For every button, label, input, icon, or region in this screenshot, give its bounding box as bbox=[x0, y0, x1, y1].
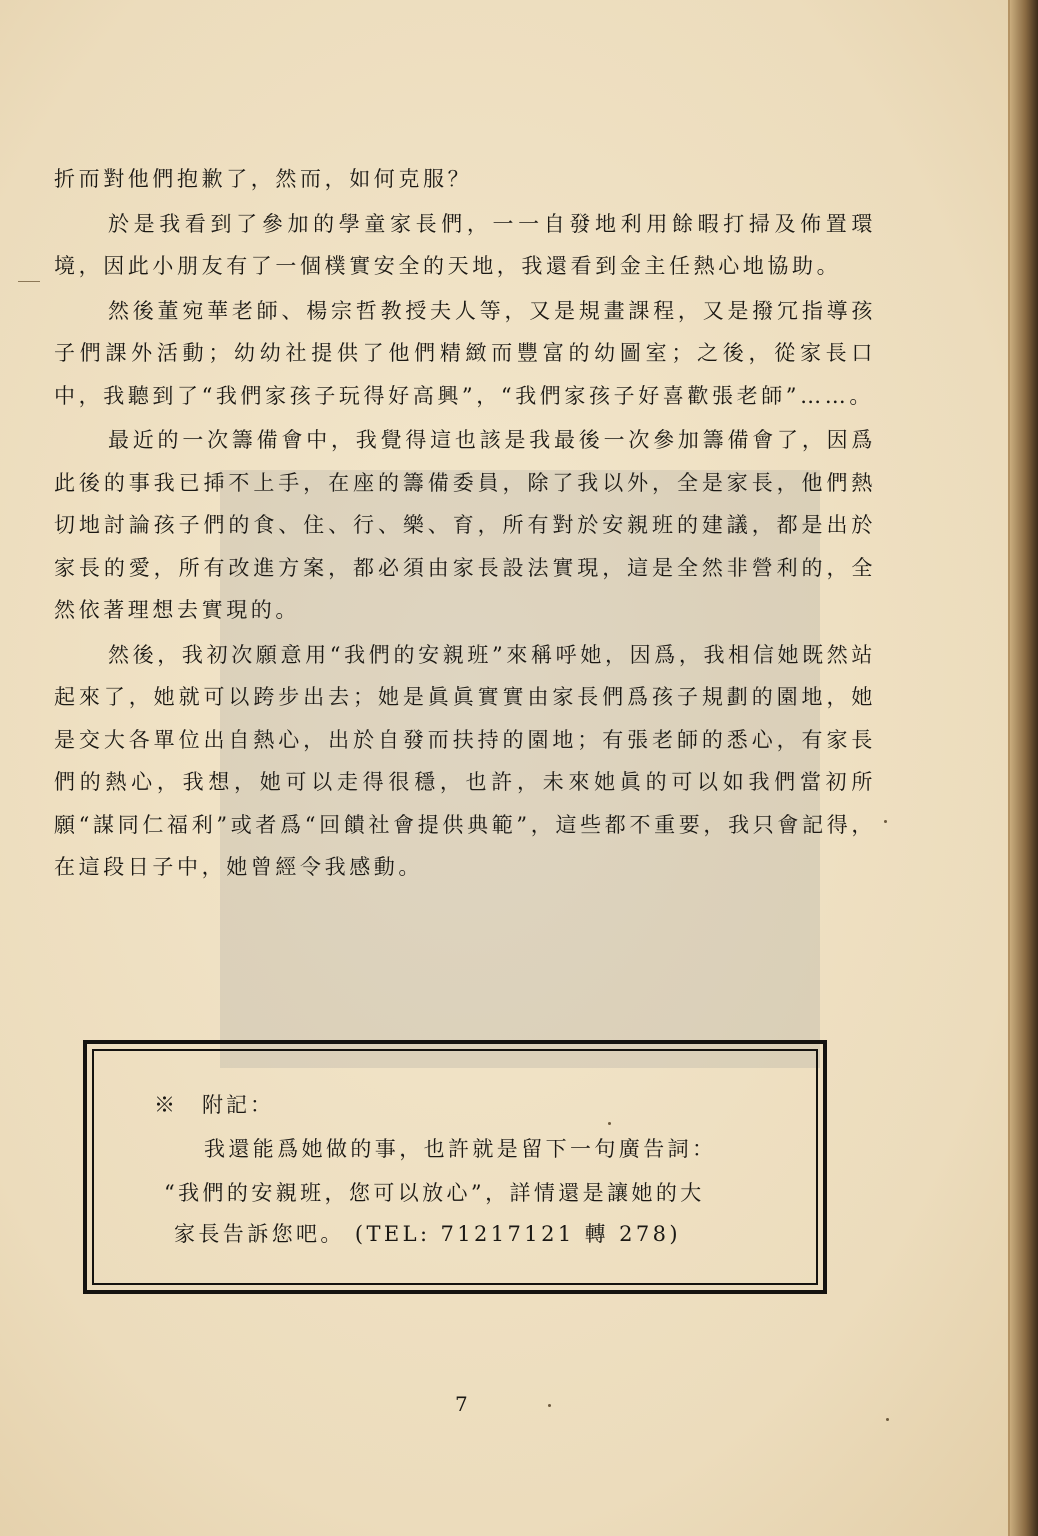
book-spine-edge bbox=[1010, 0, 1038, 1536]
body-text bbox=[54, 158, 876, 891]
postscript-line: 我還能爲她做的事，也許就是留下一句廣告詞： bbox=[204, 1137, 717, 1161]
paragraph-continuation: 折而對他們抱歉了，然而，如何克服？ bbox=[54, 167, 473, 191]
postscript-inner-border bbox=[92, 1049, 818, 1285]
paper-speck bbox=[548, 1404, 551, 1407]
paper-speck bbox=[886, 1418, 889, 1421]
postscript-line: 家長告訴您吧。 (TEL: 71217121 轉 278) bbox=[174, 1222, 682, 1246]
postscript-box bbox=[83, 1040, 827, 1294]
postscript-line: “我們的安親班，您可以放心”，詳情還是讓她的大 bbox=[164, 1181, 705, 1205]
paper-speck bbox=[608, 1122, 611, 1125]
page-number: 7 bbox=[455, 1392, 468, 1416]
paragraph-parents-volunteer: 於是我看到了參加的學童家長們，一一自發地利用餘暇打掃及佈置環境，因此小朋友有了一個樸實安全的天地，我還看到金主任熱心地協助。 bbox=[54, 211, 876, 278]
paragraph-our-class: 然後，我初次願意用“我們的安親班”來稱呼她，因爲，我相信她既然站起來了，她就可以跨步出去；她是眞眞實實由家長們爲孩子規劃的園地，她是交大各單位出自熱心，出於自發而扶持的園地；有張老師的悉心，有家長們的熱心，我想，她可以走得很穩，也許，未來她眞的可以如我們當初所願“謀同仁福利”或者爲“回饋社會提供典範”，這些都不重要，我只會記得，在這段日子中，她曾經令我感動。 bbox=[54, 642, 876, 879]
margin-mark bbox=[18, 281, 40, 282]
paper-speck bbox=[884, 820, 887, 823]
paragraph-teachers-activities: 然後董宛華老師、楊宗哲教授夫人等，又是規畫課程，又是撥冗指導孩子們課外活動；幼幼社提供了他們精緻而豐富的幼圖室；之後，從家長口中，我聽到了“我們家孩子玩得好高興”，“我們家孩子好喜歡張老師”……。 bbox=[54, 298, 876, 408]
paragraph-preparatory-meeting: 最近的一次籌備會中，我覺得這也該是我最後一次參加籌備會了，因爲此後的事我已揷不上手，在座的籌備委員，除了我以外，全是家長，他們熱切地討論孩子們的食、住、行、樂、育，所有對於安親班的建議，都是出於家長的愛，所有改進方案，都必須由家長設法實現，這是全然非營利的，全然依著理想去實現的。 bbox=[54, 428, 876, 622]
postscript-title: ※ 附記： bbox=[154, 1093, 274, 1117]
